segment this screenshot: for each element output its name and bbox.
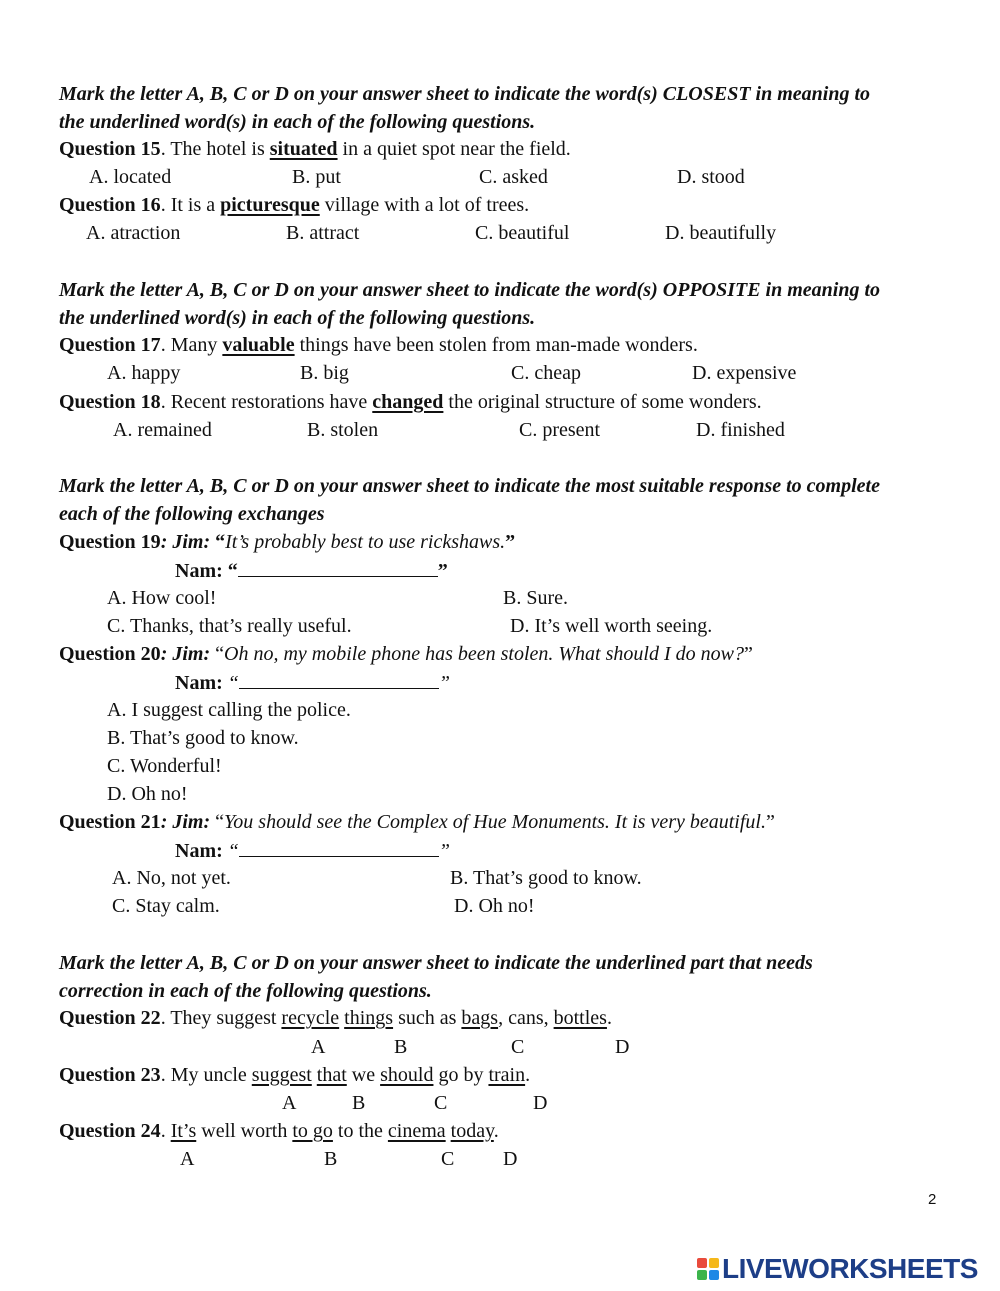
option-b[interactable]: B. stolen <box>307 419 379 441</box>
option-a[interactable]: A. How cool! <box>107 587 217 609</box>
option-d[interactable]: D. Oh no! <box>454 895 535 917</box>
underlined-part-a: It’s <box>170 1120 197 1142</box>
question-label: Question 16 <box>59 194 161 216</box>
option-d[interactable]: D. It’s well worth seeing. <box>510 615 713 637</box>
option-d[interactable]: D. stood <box>677 166 745 188</box>
question-label: Question 24 <box>59 1120 161 1142</box>
question-22: Question 22. They suggest recycle things such as bags, cans, bottles. <box>59 1007 612 1029</box>
option-c[interactable]: C. Stay calm. <box>112 895 220 917</box>
question-24: Question 24. It’s well worth to go to the cinema today. <box>59 1120 499 1142</box>
underlined-part-d: train <box>488 1064 526 1086</box>
option-d[interactable]: D. Oh no! <box>107 783 188 805</box>
part-letter-c[interactable]: C <box>511 1036 525 1058</box>
question-21: Question 21: Jim: “You should see the Complex of Hue Monuments. It is very beautiful.” <box>59 811 775 833</box>
underlined-part-a: suggest <box>251 1064 312 1086</box>
instruction-closest-line1: Mark the letter A, B, C or D on your answer sheet to indicate the word(s) CLOSEST in meaning to <box>59 83 871 105</box>
underlined-part-c: bags <box>461 1007 499 1029</box>
option-b[interactable]: B. big <box>300 362 349 384</box>
part-letter-a[interactable]: A <box>282 1092 297 1114</box>
option-c[interactable]: C. present <box>519 419 601 441</box>
liveworksheets-logo[interactable] <box>697 1255 978 1283</box>
option-d[interactable]: D. finished <box>696 419 785 441</box>
logo-block <box>697 1258 707 1268</box>
instruction-response-line2: each of the following exchanges <box>59 503 325 525</box>
answer-blank[interactable] <box>238 558 438 577</box>
instruction-opposite-line2: the underlined word(s) in each of the following questions. <box>59 307 536 329</box>
option-c[interactable]: C. beautiful <box>475 222 570 244</box>
option-a[interactable]: A. remained <box>113 419 212 441</box>
underlined-part-b: to go <box>292 1120 333 1142</box>
underlined-part-d: bottles <box>553 1007 607 1029</box>
underlined-keyword: picturesque <box>220 194 320 216</box>
question-label: Question 18 <box>59 391 161 413</box>
part-letter-d[interactable]: D <box>503 1148 518 1170</box>
option-a[interactable]: A. happy <box>107 362 181 384</box>
underlined-part-b: things <box>344 1007 394 1029</box>
part-letter-c[interactable]: C <box>434 1092 448 1114</box>
jim-quote: You should see the Complex of Hue Monuments. It is very beautiful. <box>224 811 766 833</box>
logo-block <box>709 1270 719 1280</box>
option-b[interactable]: B. put <box>292 166 341 188</box>
instruction-correction-line1: Mark the letter A, B, C or D on your answer sheet to indicate the underlined part that needs <box>59 952 813 974</box>
question-23: Question 23. My uncle suggest that we should go by train. <box>59 1064 531 1086</box>
option-b[interactable]: B. That’s good to know. <box>450 867 642 889</box>
answer-blank[interactable] <box>239 670 439 689</box>
instruction-closest-line2: the underlined word(s) in each of the following questions. <box>59 111 536 133</box>
logo-blocks-icon <box>697 1258 719 1280</box>
underlined-part-a: recycle <box>281 1007 340 1029</box>
part-letter-a[interactable]: A <box>311 1036 326 1058</box>
underlined-part-b: that <box>316 1064 347 1086</box>
part-letter-b[interactable]: B <box>324 1148 338 1170</box>
nam-response-line: Nam: “ ” <box>175 840 451 862</box>
question-17: Question 17. Many valuable things have been stolen from man-made wonders. <box>59 334 698 356</box>
option-a[interactable]: A. atraction <box>86 222 181 244</box>
part-letter-b[interactable]: B <box>352 1092 366 1114</box>
nam-response-line: Nam: “ ” <box>175 672 451 694</box>
nam-response-line: Nam: “ ” <box>175 560 448 582</box>
logo-text: LIVEWORKSHEETS <box>722 1253 978 1284</box>
underlined-part-d: today <box>450 1120 494 1142</box>
jim-quote: It’s probably best to use rickshaws. <box>225 531 506 553</box>
question-20: Question 20: Jim: “Oh no, my mobile phone has been stolen. What should I do now?” <box>59 643 753 665</box>
question-19: Question 19: Jim: “It’s probably best to use rickshaws.” <box>59 531 516 553</box>
instruction-opposite-line1: Mark the letter A, B, C or D on your answer sheet to indicate the word(s) OPPOSITE in meaning to <box>59 279 881 301</box>
question-label: Question 17 <box>59 334 161 356</box>
part-letter-d[interactable]: D <box>615 1036 630 1058</box>
question-16: Question 16. It is a picturesque village with a lot of trees. <box>59 194 530 216</box>
option-c[interactable]: C. asked <box>479 166 548 188</box>
option-d[interactable]: D. beautifully <box>665 222 777 244</box>
question-label: Question 15 <box>59 138 161 160</box>
answer-blank[interactable] <box>239 838 439 857</box>
option-a[interactable]: A. No, not yet. <box>112 867 231 889</box>
logo-block <box>709 1258 719 1268</box>
page-number: 2 <box>928 1191 937 1208</box>
instruction-response-line1: Mark the letter A, B, C or D on your answer sheet to indicate the most suitable response to complete <box>59 475 880 497</box>
option-b[interactable]: B. Sure. <box>503 587 568 609</box>
part-letter-c[interactable]: C <box>441 1148 455 1170</box>
question-label: Question 19 <box>59 531 161 553</box>
instruction-correction-line2: correction in each of the following questions. <box>59 980 432 1002</box>
option-c[interactable]: C. Thanks, that’s really useful. <box>107 615 352 637</box>
option-c[interactable]: C. Wonderful! <box>107 755 222 777</box>
question-label: Question 23 <box>59 1064 161 1086</box>
question-label: Question 20 <box>59 643 161 665</box>
jim-quote: Oh no, my mobile phone has been stolen. What should I do now? <box>224 643 744 665</box>
underlined-keyword: changed <box>372 391 444 413</box>
underlined-keyword: valuable <box>222 334 295 356</box>
underlined-part-c: should <box>380 1064 434 1086</box>
option-d[interactable]: D. expensive <box>692 362 797 384</box>
part-letter-b[interactable]: B <box>394 1036 408 1058</box>
question-15: Question 15. The hotel is situated in a quiet spot near the field. <box>59 138 571 160</box>
question-label: Question 22 <box>59 1007 161 1029</box>
logo-block <box>697 1270 707 1280</box>
option-b[interactable]: B. That’s good to know. <box>107 727 299 749</box>
question-18: Question 18. Recent restorations have changed the original structure of some wonders. <box>59 391 762 413</box>
option-b[interactable]: B. attract <box>286 222 360 244</box>
option-c[interactable]: C. cheap <box>511 362 581 384</box>
underlined-keyword: situated <box>269 138 338 160</box>
option-a[interactable]: A. I suggest calling the police. <box>107 699 351 721</box>
option-a[interactable]: A. located <box>89 166 172 188</box>
part-letter-d[interactable]: D <box>533 1092 548 1114</box>
underlined-part-c: cinema <box>387 1120 446 1142</box>
part-letter-a[interactable]: A <box>180 1148 195 1170</box>
question-label: Question 21 <box>59 811 161 833</box>
